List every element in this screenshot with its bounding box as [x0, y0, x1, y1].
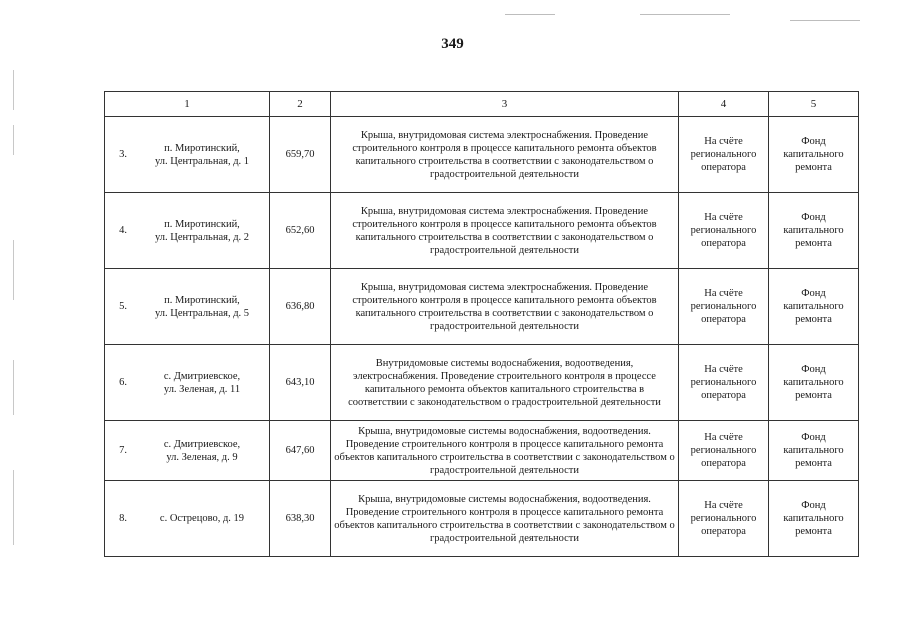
address-line: с. Дмитриевское, [163, 438, 241, 450]
table-row [105, 117, 859, 193]
row-number: 4. [119, 225, 127, 236]
scan-artifact [640, 14, 730, 15]
house-address [138, 142, 266, 168]
column-header: 3 [331, 92, 679, 117]
scan-artifact [790, 20, 860, 21]
cell-account: На счёте регионального оператора [679, 269, 769, 345]
cell-funding-source: Фонд капитального ремонта [769, 117, 859, 193]
address-line: ул. Центральная, д. 1 [154, 155, 250, 167]
address-line: с. Острецово, д. 19 [159, 513, 245, 524]
cell-area: 652,60 [270, 193, 331, 269]
scan-artifact [13, 360, 14, 415]
cell-account: На счёте регионального оператора [679, 193, 769, 269]
repair-schedule-table [104, 91, 859, 557]
house-address [138, 512, 266, 525]
house-address [138, 370, 266, 396]
house-address [138, 294, 266, 320]
cell-number-address [105, 193, 270, 269]
cell-area: 647,60 [270, 421, 331, 481]
cell-works: Крыша, внутридомовая система электроснабжения. Проведение строительного контроля в процессе капитального ремонта объектов капитального строительства в соответствии с законодательством о градостроительной деятельности [331, 117, 679, 193]
row-number: 8. [119, 513, 127, 524]
row-number: 7. [119, 445, 127, 456]
cell-account: На счёте регионального оператора [679, 117, 769, 193]
cell-area: 643,10 [270, 345, 331, 421]
cell-funding-source: Фонд капитального ремонта [769, 193, 859, 269]
table-row [105, 481, 859, 557]
table-body [105, 92, 859, 557]
cell-funding-source: Фонд капитального ремонта [769, 269, 859, 345]
address-line: ул. Зеленая, д. 9 [166, 451, 238, 463]
cell-number-address [105, 269, 270, 345]
address-line: п. Миротинский, [164, 218, 240, 230]
column-header: 2 [270, 92, 331, 117]
address-line: ул. Центральная, д. 2 [154, 231, 250, 243]
cell-funding-source: Фонд капитального ремонта [769, 345, 859, 421]
cell-number-address [105, 117, 270, 193]
address-line: п. Миротинский, [164, 294, 240, 306]
cell-account: На счёте регионального оператора [679, 345, 769, 421]
cell-account: На счёте регионального оператора [679, 481, 769, 557]
cell-works: Крыша, внутридомовые системы водоснабжения, водоотведения. Проведение строительного контроля в процессе капитального ремонта объектов капитального строительства в соответствии с законодательством о градостроительной деятельности [331, 481, 679, 557]
cell-number-address [105, 345, 270, 421]
address-line: п. Миротинский, [164, 142, 240, 154]
cell-works: Крыша, внутридомовые системы водоснабжения, водоотведения. Проведение строительного контроля в процессе капитального ремонта объектов капитального строительства в соответствии с законодательством о градостроительной деятельности [331, 421, 679, 481]
scan-artifact [13, 125, 14, 155]
address-line: ул. Зеленая, д. 11 [163, 383, 241, 395]
cell-number-address [105, 481, 270, 557]
cell-area: 638,30 [270, 481, 331, 557]
row-number: 3. [119, 149, 127, 160]
house-address [138, 438, 266, 464]
cell-funding-source: Фонд капитального ремонта [769, 421, 859, 481]
table-row [105, 193, 859, 269]
scan-artifact [13, 470, 14, 545]
scan-artifact [13, 70, 14, 110]
table-row [105, 269, 859, 345]
cell-funding-source: Фонд капитального ремонта [769, 481, 859, 557]
cell-works: Крыша, внутридомовая система электроснабжения. Проведение строительного контроля в процессе капитального ремонта объектов капитального строительства в соответствии с законодательством о градостроительной деятельности [331, 193, 679, 269]
table-row [105, 421, 859, 481]
house-address [138, 218, 266, 244]
row-number: 6. [119, 377, 127, 388]
column-header: 5 [769, 92, 859, 117]
cell-account: На счёте регионального оператора [679, 421, 769, 481]
column-header: 1 [105, 92, 270, 117]
cell-works: Крыша, внутридомовая система электроснабжения. Проведение строительного контроля в процессе капитального ремонта объектов капитального строительства в соответствии с законодательством о градостроительной деятельности [331, 269, 679, 345]
scan-artifact [13, 240, 14, 300]
page-number: 349 [441, 36, 464, 52]
cell-number-address [105, 421, 270, 481]
column-header: 4 [679, 92, 769, 117]
row-number: 5. [119, 301, 127, 312]
address-line: с. Дмитриевское, [163, 370, 241, 382]
cell-area: 636,80 [270, 269, 331, 345]
cell-works: Внутридомовые системы водоснабжения, водоотведения, электроснабжения. Проведение строительного контроля в процессе капитального ремонта объектов капитального строительства в соответствии с законодательством о градостроительной деятельности [331, 345, 679, 421]
scan-artifact [505, 14, 555, 15]
address-line: ул. Центральная, д. 5 [154, 307, 250, 319]
table-row [105, 345, 859, 421]
header-row [105, 92, 859, 117]
cell-area: 659,70 [270, 117, 331, 193]
